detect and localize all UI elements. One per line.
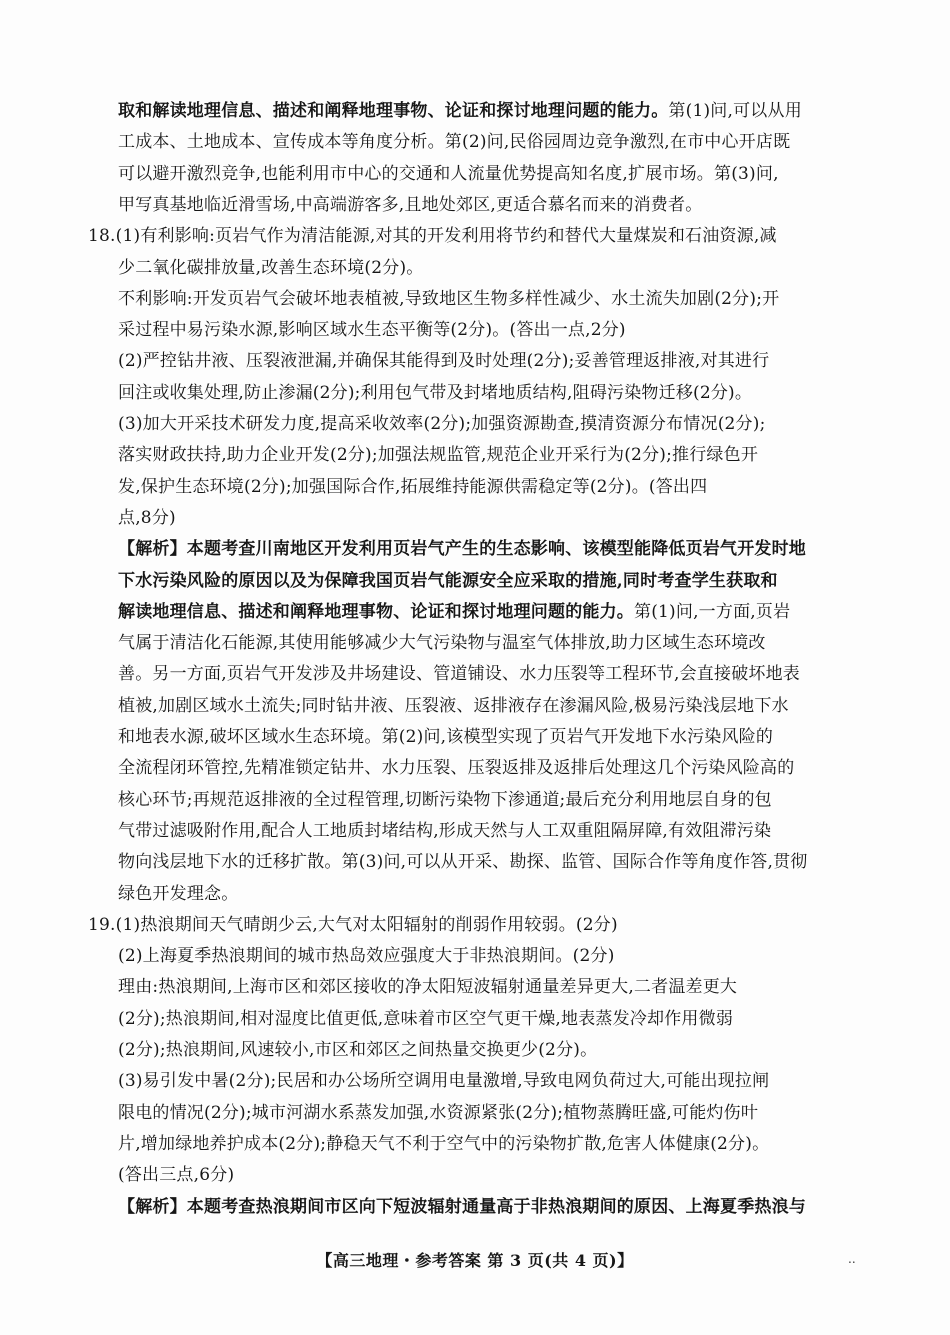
text-line	[118, 883, 238, 907]
text-line	[88, 225, 777, 249]
text-segment: (2)上海夏季热浪期间的城市热岛效应强度大于非热浪期间。(2分)	[118, 946, 615, 966]
text-segment: 第(1)问,可以从用	[668, 101, 802, 121]
text-line	[118, 288, 779, 312]
text-line	[118, 820, 771, 844]
text-segment: 不利影响:开发页岩气会破坏地表植被,导致地区生物多样性减少、水土流失加剧(2分);开	[118, 289, 780, 309]
text-segment: 片,增加绿地养护成本(2分);静稳天气不利于空气中的污染物扩散,危害人体健康(2分)。	[118, 1134, 770, 1154]
text-line	[118, 1102, 758, 1126]
text-line	[118, 789, 772, 813]
text-segment: (2分);热浪期间,风速较小,市区和郊区之间热量交换更少(2分)。	[118, 1040, 598, 1060]
text-line	[118, 444, 758, 468]
text-segment: 善。另一方面,页岩气开发涉及井场建设、管道铺设、水力压裂等工程环节,会直接破坏地表	[118, 664, 801, 684]
text-line	[118, 194, 702, 218]
text-segment: 点,8分)	[118, 508, 176, 528]
text-segment: 理由:热浪期间,上海市区和郊区接收的净太阳短波辐射通量差异更大,二者温差更大	[118, 977, 738, 997]
text-line	[118, 163, 779, 187]
corner-mark: ..	[848, 1252, 856, 1266]
text-line	[118, 382, 752, 406]
text-segment: 发,保护生态环境(2分);加强国际合作,拓展维持能源供需稳定等(2分)。(答出四	[118, 477, 708, 497]
bold-text-segment: 下水污染风险的原因以及为保障我国页岩气能源安全应采取的措施,同时考查学生获取和	[118, 571, 778, 591]
text-line	[118, 976, 737, 1000]
text-line	[118, 632, 766, 656]
text-line	[118, 1164, 234, 1188]
text-line	[118, 507, 176, 531]
bold-text-segment: 解读地理信息、描述和阐释地理事物、论证和探讨地理问题的能力。	[118, 602, 634, 622]
text-segment: 气属于清洁化石能源,其使用能够减少大气污染物与温室气体排放,助力区域生态环境改	[118, 633, 766, 653]
text-line	[118, 570, 778, 594]
text-line	[118, 1070, 769, 1094]
text-line	[118, 1008, 733, 1032]
text-line	[118, 257, 423, 281]
text-segment: 18.(1)有利影响:页岩气作为清洁能源,对其的开发利用将节约和替代大量煤炭和石油资源,减	[88, 226, 777, 246]
bold-text-segment: 【解析】本题考查川南地区开发利用页岩气产生的生态影响、该模型能降低页岩气开发时地	[118, 539, 806, 559]
text-segment: 落实财政扶持,助力企业开发(2分);加强法规监管,规范企业开采行为(2分);推行绿色开	[118, 445, 759, 465]
text-line	[88, 914, 618, 938]
text-segment: 植被,加剧区域水土流失;同时钻井液、压裂液、返排液存在渗漏风险,极易污染浅层地下水	[118, 696, 789, 716]
text-line	[118, 757, 794, 781]
text-segment: 第(1)问,一方面,页岩	[634, 602, 791, 622]
text-segment: 工成本、土地成本、宣传成本等角度分析。第(2)问,民俗园周边竞争激烈,在市中心开店既	[118, 132, 791, 152]
text-segment: 物向浅层地下水的迁移扩散。第(3)问,可以从开采、勘探、监管、国际合作等角度作答,贯彻	[118, 852, 808, 872]
text-line	[118, 663, 800, 687]
text-line	[118, 350, 769, 374]
text-segment: (3)加大开采技术研发力度,提高采收效率(2分);加强资源勘查,摸清资源分布情况(2分);	[118, 414, 766, 434]
text-segment: (2分);热浪期间,相对湿度比值更低,意味着市区空气更干燥,地表蒸发冷却作用微弱	[118, 1009, 734, 1029]
text-segment: (答出三点,6分)	[118, 1165, 235, 1185]
text-segment: 绿色开发理念。	[118, 884, 239, 904]
text-segment: 和地表水源,破坏区域水生态环境。第(2)问,该模型实现了页岩气开发地下水污染风险的	[118, 727, 774, 747]
text-segment: 少二氧化碳排放量,改善生态环境(2分)。	[118, 258, 424, 278]
text-line	[118, 1039, 597, 1063]
text-line	[118, 726, 773, 750]
text-line	[118, 100, 802, 124]
text-line	[118, 1133, 769, 1157]
text-line	[118, 601, 790, 625]
text-segment: (2)严控钻井液、压裂液泄漏,并确保其能得到及时处理(2分);妥善管理返排液,对其进行	[118, 351, 770, 371]
text-segment: 气带过滤吸附作用,配合人工地质封堵结构,形成天然与人工双重阻隔屏障,有效阻滞污染	[118, 821, 772, 841]
bold-text-segment: 【解析】本题考查热浪期间市区向下短波辐射通量高于非热浪期间的原因、上海夏季热浪与	[118, 1197, 806, 1217]
text-segment: 19.(1)热浪期间天气晴朗少云,大气对太阳辐射的削弱作用较弱。(2分)	[88, 915, 618, 935]
text-line	[118, 319, 626, 343]
text-segment: 甲写真基地临近滑雪场,中高端游客多,且地处郊区,更适合慕名而来的消费者。	[118, 195, 703, 215]
text-segment: (3)易引发中暑(2分);民居和办公场所空调用电量激增,导致电网负荷过大,可能出现拉闸	[118, 1071, 770, 1091]
text-line	[118, 131, 790, 155]
text-segment: 可以避开激烈竞争,也能利用市中心的交通和人流量优势提高知名度,扩展市场。第(3)问,	[118, 164, 779, 184]
text-line	[118, 1196, 806, 1220]
text-line	[118, 695, 789, 719]
text-segment: 采过程中易污染水源,影响区域水生态平衡等(2分)。(答出一点,2分)	[118, 320, 626, 340]
text-segment: 回注或收集处理,防止渗漏(2分);利用包气带及封堵地质结构,阻碍污染物迁移(2分)。	[118, 383, 753, 403]
text-line	[118, 851, 808, 875]
bold-text-segment: 取和解读地理信息、描述和阐释地理事物、论证和探讨地理问题的能力。	[118, 101, 669, 121]
text-line	[118, 476, 707, 500]
text-line	[118, 413, 766, 437]
page-footer: 【高三地理・参考答案 第 3 页(共 4 页)】	[316, 1251, 634, 1270]
text-line	[118, 538, 806, 562]
text-segment: 限电的情况(2分);城市河湖水系蒸发加强,水资源紧张(2分);植物蒸腾旺盛,可能灼伤叶	[118, 1103, 759, 1123]
text-segment: 核心环节;再规范返排液的全过程管理,切断污染物下渗通道;最后充分利用地层自身的包	[118, 790, 772, 810]
text-segment: 全流程闭环管控,先精准锁定钻井、水力压裂、压裂返排及返排后处理这几个污染风险高的	[118, 758, 795, 778]
text-line	[118, 945, 615, 969]
